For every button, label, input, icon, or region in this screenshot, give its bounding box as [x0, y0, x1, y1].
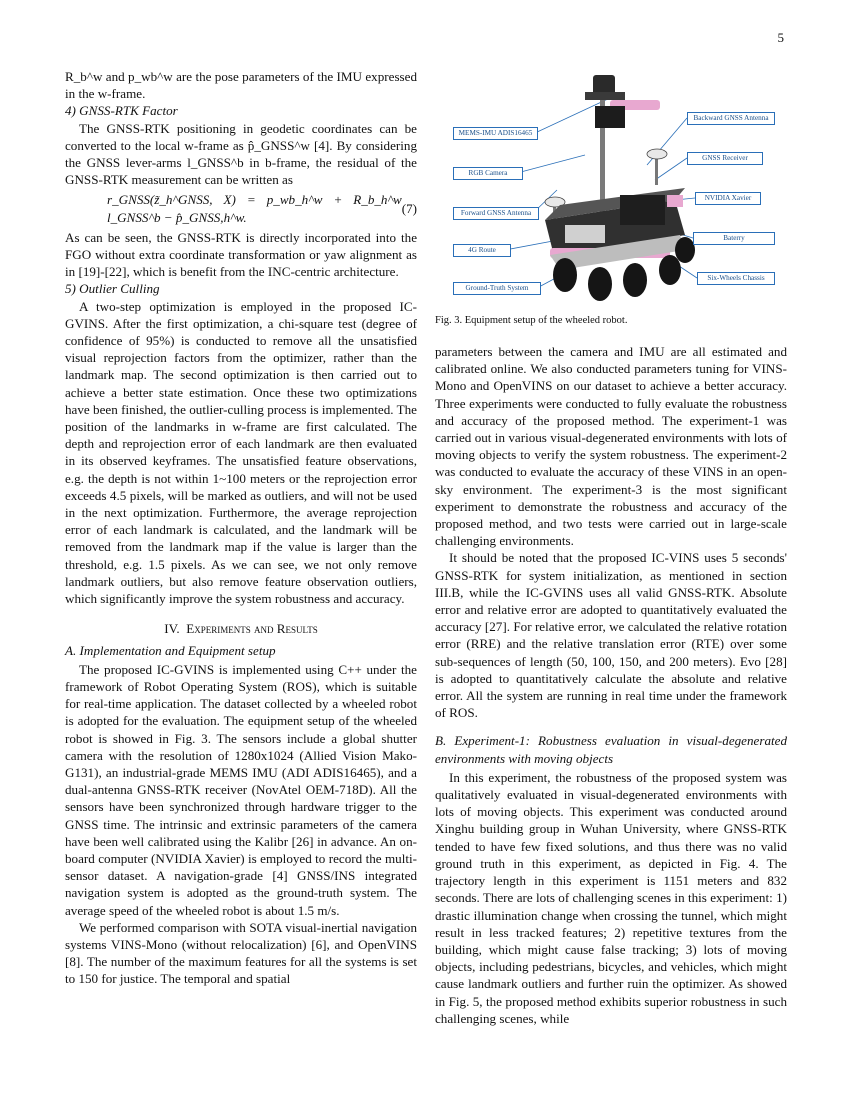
calibration-paragraph: parameters between the camera and IMU are all estimated and calibrated online. We also conducted parameters tuning for VINS-Mono and OpenVINS on our dataset to achieve a better accuracy. Three experiments were conducted to fully evaluate the robustness and accuracy of the proposed method. The experiment-1 was carried out in various visual-degenerated environments with lots of moving objects to verify the system robustness. The experiment-2 was conducted to evaluate the accuracy of these VINS in an open-sky environment. The experiment-3 is the most significant experiment to demonstrate the robustness and accuracy of the proposed method, and two tests were carried out in large-scale challenging environments. — [435, 344, 787, 549]
subsection-a-heading: A. Implementation and Equipment setup — [65, 642, 276, 658]
section-number: IV. — [164, 621, 180, 637]
subsection-b-heading: B. Experiment-1: Robustness evaluation in visual-degenerated environments with moving objects — [435, 733, 787, 766]
label-gnss-receiver: GNSS Receiver — [687, 152, 763, 165]
label-mems-imu: MEMS-IMU ADIS16465 — [453, 127, 538, 140]
equation-7 — [65, 188, 417, 228]
label-4g-route: 4G Route — [453, 244, 511, 257]
fgo-paragraph: As can be seen, the GNSS-RTK is directly incorporated into the FGO without extra coordinate transformation or yaw alignment as in [19]-[22], which is benefit from the INC-centric architecture. — [65, 229, 417, 280]
equation-7-number: (7) — [401, 201, 417, 217]
section-title: Experiments and Results — [186, 621, 318, 637]
label-battery: Baterry — [693, 232, 775, 245]
robot-figure — [435, 70, 785, 310]
label-ground-truth-system: Ground-Truth System — [453, 282, 541, 295]
outlier-paragraph: A two-step optimization is employed in the proposed IC-GVINS. After the first optimization, a chi-square test (degree of confidence of 95%) is conducted to remove all the unsatisfied visual reprojection factors from the optimizer, rather than the landmark map. The second optimization is then carried out to achieve a better state estimation. Once these two optimizations have been finished, the outlier-culling process is implemented. The position of the landmarks in w-frame are first calculated. The depth and reprojection error of each landmark are then evaluated in its observed keyframes. The unsatisfied feature observations, e.g. the depth is not within 1~100 meters or the reprojection error exceeds 4.5 pixels, will be marked as outliers, and will not be used in the next optimization. Furthermore, the average reprojection error of each landmark is calculated, and the landmark will be removed from the landmark map if the value is larger than the threshold, e.g. 1.5 pixels. As we can see, we not only remove landmark outliers, but also remove feature observation outliers, which significantly improve the system robustness and accuracy. — [65, 298, 417, 607]
pose-paragraph: R_b^w and p_wb^w are the pose parameters of the IMU expressed in the w-frame. — [65, 69, 417, 102]
heading-gnss-rtk-factor: 4) GNSS-RTK Factor — [65, 103, 178, 119]
label-six-wheels-chassis: Six-Wheels Chassis — [697, 272, 775, 285]
comparison-paragraph: We performed comparison with SOTA visual-inertial navigation systems VINS-Mono (without relocalization) [6], and OpenVINS [8]. The number of the maximum features for all the systems is set to 150 for justice. The temporal and spatial — [65, 919, 417, 987]
equation-7-body: r_GNSS(z̃_h^GNSS, X) = p_wb_h^w + R_b_h^w l_GNSS^b − p̂_GNSS,h^w. — [107, 192, 402, 225]
section-heading — [65, 620, 417, 637]
label-backward-gnss-antenna: Backward GNSS Antenna — [687, 112, 775, 125]
experiment-1-paragraph: In this experiment, the robustness of the proposed system was qualitatively evaluated in visual-degenerated environments with lots of moving objects. This experiment was conducted around Xinghu building group in Wuhan University, where GNSS-RTK tended to have few fixed solutions, and thus there was no valid ground truth in this experiment, as depicted in Fig. 4. The trajectory length in this experiment is 1151 meters and 832 seconds. There are lots of challenging scenes in this experiment: 1) drastic illumination change when crossing the tunnel, which might result in less tracked features; 2) repetitive textures from the building, which might cause false tracking; 3) lots of moving objects, including pedestrians, bicycles, and vehicles, which might cause landmark outliers and further ruin the optimizer. As showed in Fig. 5, the proposed method exhibits superior robustness in such challenging scenes, while — [435, 769, 787, 1026]
page-number: 5 — [777, 30, 784, 45]
figure-caption: Fig. 3. Equipment setup of the wheeled robot. — [435, 315, 628, 326]
gnss-rtk-paragraph: The GNSS-RTK positioning in geodetic coordinates can be converted to the local w-frame as p̂_GNSS^w [4]. By considering the GNSS lever-arms l_GNSS^b in b-frame, the residual of the GNSS-RTK measurement can be written as — [65, 120, 417, 188]
label-rgb-camera: RGB Camera — [453, 167, 523, 180]
right-column — [435, 343, 787, 1027]
evaluation-paragraph: It should be noted that the proposed IC-VINS uses 5 seconds' GNSS-RTK for system initialization, as mentioned in section III.B, while the IC-GVINS uses all valid GNSS-RTK. Absolute error and relative error are adopted to quantitatively evaluated the accuracy [27]. For relative error, we calculated the relative rotation error (RRE) and the relative translation error (RTE) over some sub-sequences of length (50, 100, 150, and 200 meters). Evo [28] is adopted to quantitatively calculate the absolute and relative error. All the system are running in real time under the framework of ROS. — [435, 550, 787, 721]
implementation-paragraph: The proposed IC-GVINS is implemented using C++ under the framework of Robot Operating System (ROS), which is suitable for real-time application. The dataset collected by a wheeled robot is adopted for the evaluation. The equipment setup of the wheeled robot is showed in Fig. 3. The sensors include a global shutter camera with the resolution of 1280x1024 (Allied Vision Mako-G131), an industrial-grade MEMS IMU (ADI ADIS16465), and a dual-antenna GNSS-RTK receiver (NovAtel OEM-718D). All the sensors have been synchronized through hardware trigger to the GNSS time. The intrinsic and extrinsic parameters of the camera have been well calibrated using the Kalibr [26] in advance. An on-board computer (NVIDIA Xavier) is employed to record the multi-sensor dataset. A navigation-grade [4] GNSS/INS integrated navigation system is adopted as the ground-truth system. The average speed of the wheeled robot is about 1.5 m/s. — [65, 661, 417, 918]
left-column — [65, 68, 417, 988]
label-forward-gnss-antenna: Forward GNSS Antenna — [453, 207, 539, 220]
label-nvidia-xavier: NVIDIA Xavier — [695, 192, 761, 205]
heading-outlier-culling: 5) Outlier Culling — [65, 281, 160, 297]
